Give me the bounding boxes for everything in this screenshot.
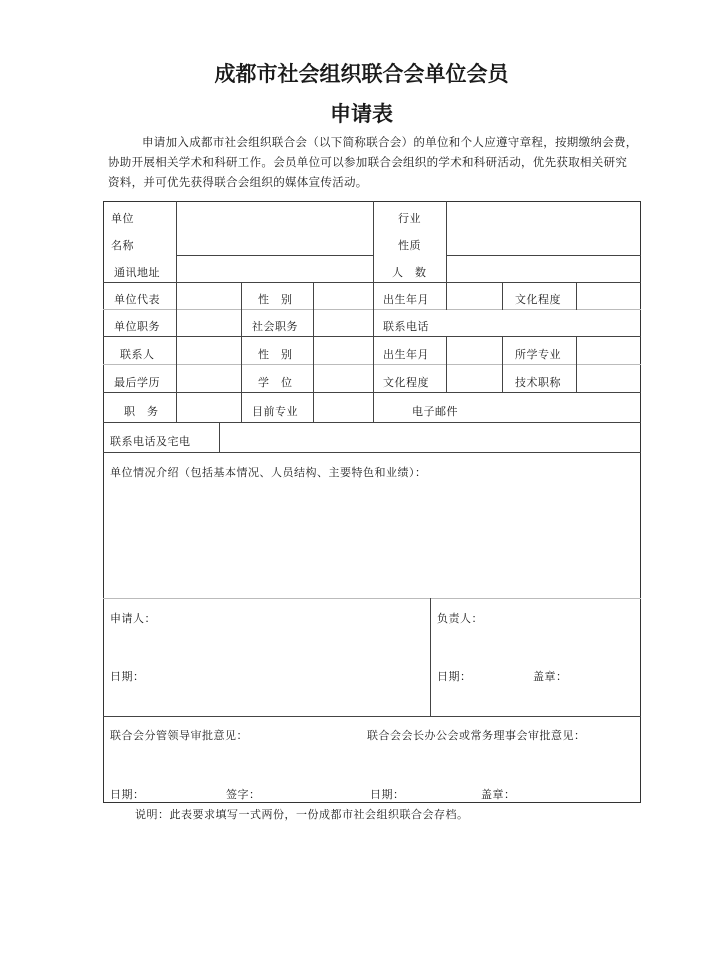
tech-title-label: 技术职称: [515, 376, 561, 389]
footnote: 说明：此表要求填写一式两份，一份成都市社会组织联合会存档。: [135, 808, 469, 821]
unit-rep-label: 单位代表: [114, 293, 160, 306]
education-label: 文化程度: [515, 293, 561, 306]
grid-line: [373, 201, 374, 282]
degree-field[interactable]: [314, 365, 372, 391]
education-label-2: 文化程度: [383, 376, 429, 389]
contact-phone-label: 联系电话: [383, 320, 429, 333]
current-major-label: 目前专业: [252, 405, 298, 418]
intro-paragraph: [108, 132, 638, 192]
gender-label: 性 别: [258, 293, 293, 306]
duty-label: 职 务: [124, 405, 159, 418]
responsible-label: 负责人：: [437, 612, 483, 625]
social-position-field[interactable]: [314, 310, 372, 335]
sign-label: 签字：: [226, 788, 261, 801]
major-field[interactable]: [577, 337, 640, 363]
contact-person-label: 联系人: [120, 348, 155, 361]
social-position-label: 社会职务: [252, 320, 298, 333]
date-label-b1: 日期：: [110, 788, 145, 801]
address-field[interactable]: [177, 256, 372, 281]
industry-field[interactable]: [447, 202, 640, 254]
major-label: 所学专业: [515, 348, 561, 361]
birth-label-2: 出生年月: [383, 348, 429, 361]
birth-label: 出生年月: [383, 293, 429, 306]
headcount-field[interactable]: [447, 256, 640, 281]
date-label-b2: 日期：: [370, 788, 405, 801]
grid-line: [103, 452, 641, 453]
email-label: 电子邮件: [412, 405, 458, 418]
name-label: 名称: [111, 239, 134, 252]
gender-field-2[interactable]: [314, 337, 372, 363]
education-field[interactable]: [577, 283, 640, 308]
headcount-label: 人 数: [392, 266, 427, 279]
grid-line: [103, 716, 641, 717]
grid-line: [502, 282, 503, 310]
unit-name-field[interactable]: [177, 202, 372, 254]
gender-label-2: 性 别: [258, 348, 293, 361]
applicant-label: 申请人：: [110, 612, 156, 625]
education-field-2[interactable]: [447, 365, 501, 391]
contact-phone-field[interactable]: [447, 310, 640, 335]
form-subtitle: 申请表: [330, 102, 393, 126]
leader-opinion-label: 联合会分管领导审批意见：: [110, 729, 248, 742]
unit-position-label: 单位职务: [114, 320, 160, 333]
industry-label: 行业: [398, 212, 421, 225]
current-major-field[interactable]: [314, 393, 372, 421]
birth-field[interactable]: [447, 283, 501, 308]
last-degree-label: 最后学历: [114, 376, 160, 389]
last-degree-field[interactable]: [177, 365, 240, 391]
unit-intro-label: 单位情况介绍（包括基本情况、人员结构、主要特色和业绩）：: [110, 466, 427, 479]
grid-line: [502, 336, 503, 392]
grid-line: [103, 598, 641, 599]
tech-title-field[interactable]: [577, 365, 640, 391]
email-field[interactable]: [447, 393, 640, 421]
seal-label-b: 盖章：: [481, 788, 516, 801]
board-opinion-label: 联合会会长办公会或常务理事会审批意见：: [367, 729, 586, 742]
phone-home-field[interactable]: [220, 423, 640, 451]
date-label-right: 日期：: [437, 670, 472, 683]
phone-home-label: 联系电话及宅电: [110, 435, 191, 448]
degree-label: 学 位: [258, 376, 293, 389]
nature-label: 性质: [398, 239, 421, 252]
seal-label-right: 盖章：: [533, 670, 568, 683]
unit-rep-field[interactable]: [177, 283, 240, 308]
unit-label: 单位: [111, 212, 134, 225]
unit-intro-field[interactable]: [104, 484, 640, 596]
date-label-left: 日期：: [110, 670, 145, 683]
address-label: 通讯地址: [114, 266, 160, 279]
intro-text: 申请加入成都市社会组织联合会（以下简称联合会）的单位和个人应遵守章程，按期缴纳会费，协助开展相关学术和科研工作。会员单位可以参加联合会组织的学术和科研活动，优先获取相关研究资料，并可优先获得联合会组织的媒体宣传活动。: [108, 135, 638, 189]
grid-line: [241, 282, 242, 422]
grid-line: [430, 598, 431, 716]
birth-field-2[interactable]: [447, 337, 501, 363]
unit-position-field[interactable]: [177, 310, 240, 335]
form-title: 成都市社会组织联合会单位会员: [214, 62, 509, 86]
duty-field[interactable]: [177, 393, 240, 421]
gender-field[interactable]: [314, 283, 372, 308]
contact-person-field[interactable]: [177, 337, 240, 363]
grid-line: [373, 282, 374, 422]
